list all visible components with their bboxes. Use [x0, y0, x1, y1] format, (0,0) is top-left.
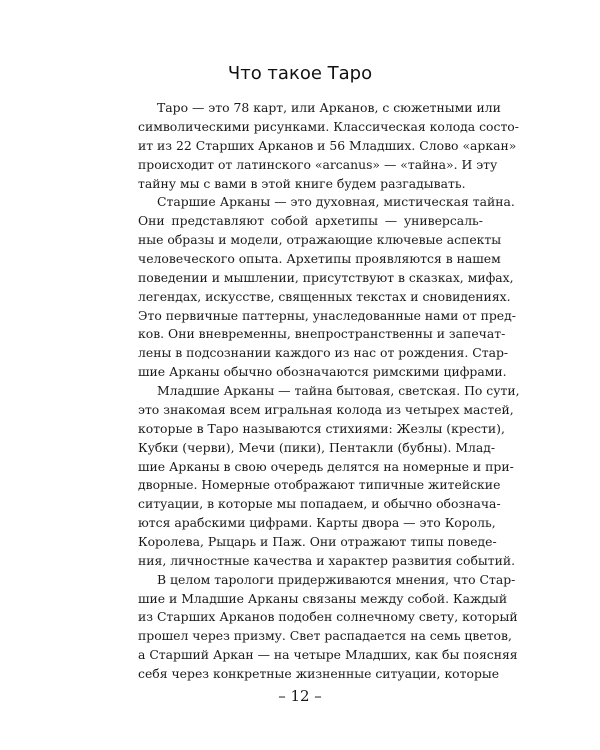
- text-line: шие Арканы обычно обозначаются римскими цифрами.: [138, 364, 507, 380]
- text-line: дворные. Номерные отображают типичные житейские: [138, 477, 501, 493]
- text-line: человеческого опыта. Архетипы проявляются в нашем: [138, 250, 501, 266]
- text-line: легендах, искусстве, священных текстах и сновидениях.: [138, 288, 511, 304]
- text-line: Старшие Арканы — это духовная, мистическая тайна.: [157, 194, 515, 210]
- text-line: шие Арканы в свою очередь делятся на номерные и при-: [138, 458, 514, 474]
- page-title: Что такое Таро: [227, 63, 373, 84]
- text-line: ются арабскими цифрами. Карты двора — это Король,: [138, 515, 496, 531]
- text-line: себя через конкретные жизненные ситуации, которые: [138, 666, 500, 681]
- text-line: Таро — это 78 карт, или Арканов, с сюжетными или: [157, 100, 501, 115]
- text-line: которые в Таро называются стихиями: Жезлы (крести),: [138, 420, 505, 436]
- text-line: ит из 22 Старших Арканов и 56 Младших. Слово «аркан»: [138, 137, 517, 153]
- text-line: Королева, Рыцарь и Паж. Они отражают типы поведе-: [138, 533, 497, 549]
- text-line: Это первичные паттерны, унаследованные нами от пред-: [138, 307, 516, 323]
- text-line: из Старших Арканов подобен солнечному свету, который: [138, 609, 518, 625]
- text-line: поведении и мышлении, присутствуют в сказках, мифах,: [138, 269, 514, 285]
- text-line: шие и Младшие Арканы связаны между собой. Каждый: [138, 590, 508, 606]
- text-line: ков. Они вневременны, внепространственны и запечат-: [138, 326, 506, 342]
- text-line: прошел через призму. Свет распадается на семь цветов,: [138, 628, 512, 644]
- text-line: Младшие Арканы — тайна бытовая, светская. По сути,: [157, 383, 520, 398]
- text-line: происходит от латинского «arcanus» — «тайна». И эту: [138, 156, 498, 172]
- text-line: ные образы и модели, отражающие ключевые аспекты: [138, 232, 502, 248]
- text-line: символическими рисунками. Классическая колода состо-: [138, 118, 519, 134]
- text-line: это знакомая всем игральная колода из четырех мастей,: [138, 401, 514, 417]
- text-line: лены в подсознании каждого из нас от рождения. Стар-: [138, 345, 509, 361]
- text-line: ситуации, в которые мы попадаем, и обычно обознача-: [138, 496, 501, 512]
- text-line: В целом тарологи придерживаются мнения, что Стар-: [157, 571, 516, 587]
- text-line: а Старший Аркан — на четыре Младших, как бы поясняя: [138, 647, 518, 663]
- page-number: – 12 –: [278, 687, 322, 705]
- text-line: тайну мы с вами в этой книге будем разгадывать.: [138, 175, 466, 191]
- text-line: ния, личностные качества и характер развития событий.: [138, 552, 516, 568]
- text-line: Они представляют собой архетипы — универсаль-: [138, 213, 483, 229]
- text-line: Кубки (черви), Мечи (пики), Пентакли (бубны). Млад-: [138, 439, 496, 455]
